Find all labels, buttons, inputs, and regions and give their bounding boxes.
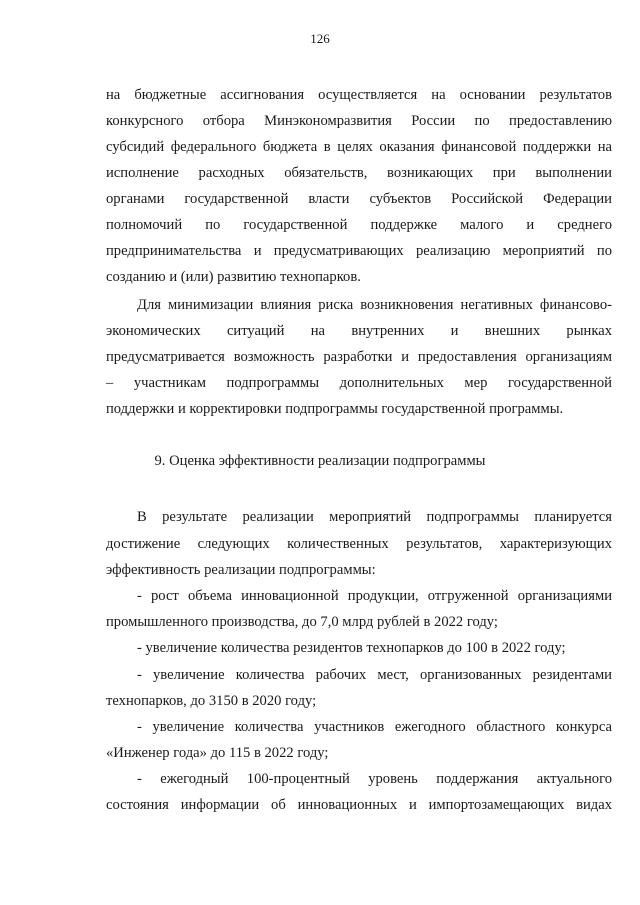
list-item: - ежегодный 100-процентный уровень поддержания актуального — [137, 771, 612, 787]
text-line: предусматривается возможность разработки и предоставления организациям — [106, 349, 612, 365]
text-line: поддержки и корректировки подпрограммы государственной программы. — [106, 401, 564, 417]
list-item-continuation: промышленного производства, до 7,0 млрд рублей в 2022 году; — [106, 614, 498, 630]
list-item-continuation: «Инженер года» до 115 в 2022 году; — [106, 745, 329, 761]
list-item: - увеличение количества резидентов технопарков до 100 в 2022 году; — [137, 640, 566, 656]
list-item: - увеличение количества рабочих мест, организованных резидентами — [137, 667, 612, 683]
text-line: предпринимательства и предусматривающих реализацию мероприятий по — [106, 243, 612, 259]
text-line: полномочий по государственной поддержке малого и среднего — [106, 217, 612, 233]
text-line: достижение следующих количественных результатов, характеризующих — [106, 536, 612, 552]
text-line: конкурсного отбора Минэкономразвития России по предоставлению — [106, 113, 612, 129]
text-line: органами государственной власти субъектов Российской Федерации — [106, 191, 612, 207]
list-item-continuation: состояния информации об инновационных и импортозамещающих видах — [106, 797, 612, 813]
text-line: на бюджетные ассигнования осуществляется на основании результатов — [106, 87, 612, 103]
list-item-continuation: технопарков, до 3150 в 2020 году; — [106, 693, 317, 709]
page-number: 126 — [310, 31, 330, 46]
text-line: В результате реализации мероприятий подпрограммы планируется — [137, 509, 612, 525]
text-line: исполнение расходных обязательств, возникающих при выполнении — [106, 165, 612, 181]
text-line: созданию и (или) развитию технопарков. — [106, 269, 361, 285]
text-line: Для минимизации влияния риска возникновения негативных финансово- — [137, 297, 612, 313]
list-item: - рост объема инновационной продукции, отгруженной организациями — [137, 588, 612, 604]
text-line: – участникам подпрограммы дополнительных мер государственной — [106, 375, 612, 391]
text-line: эффективность реализации подпрограммы: — [106, 562, 376, 578]
text-line: субсидий федерального бюджета в целях оказания финансовой поддержки на — [106, 139, 612, 155]
list-item: - увеличение количества участников ежегодного областного конкурса — [137, 719, 612, 735]
text-line: экономических ситуаций на внутренних и внешних рынках — [106, 323, 612, 339]
section-heading: 9. Оценка эффективности реализации подпрограммы — [154, 453, 486, 469]
